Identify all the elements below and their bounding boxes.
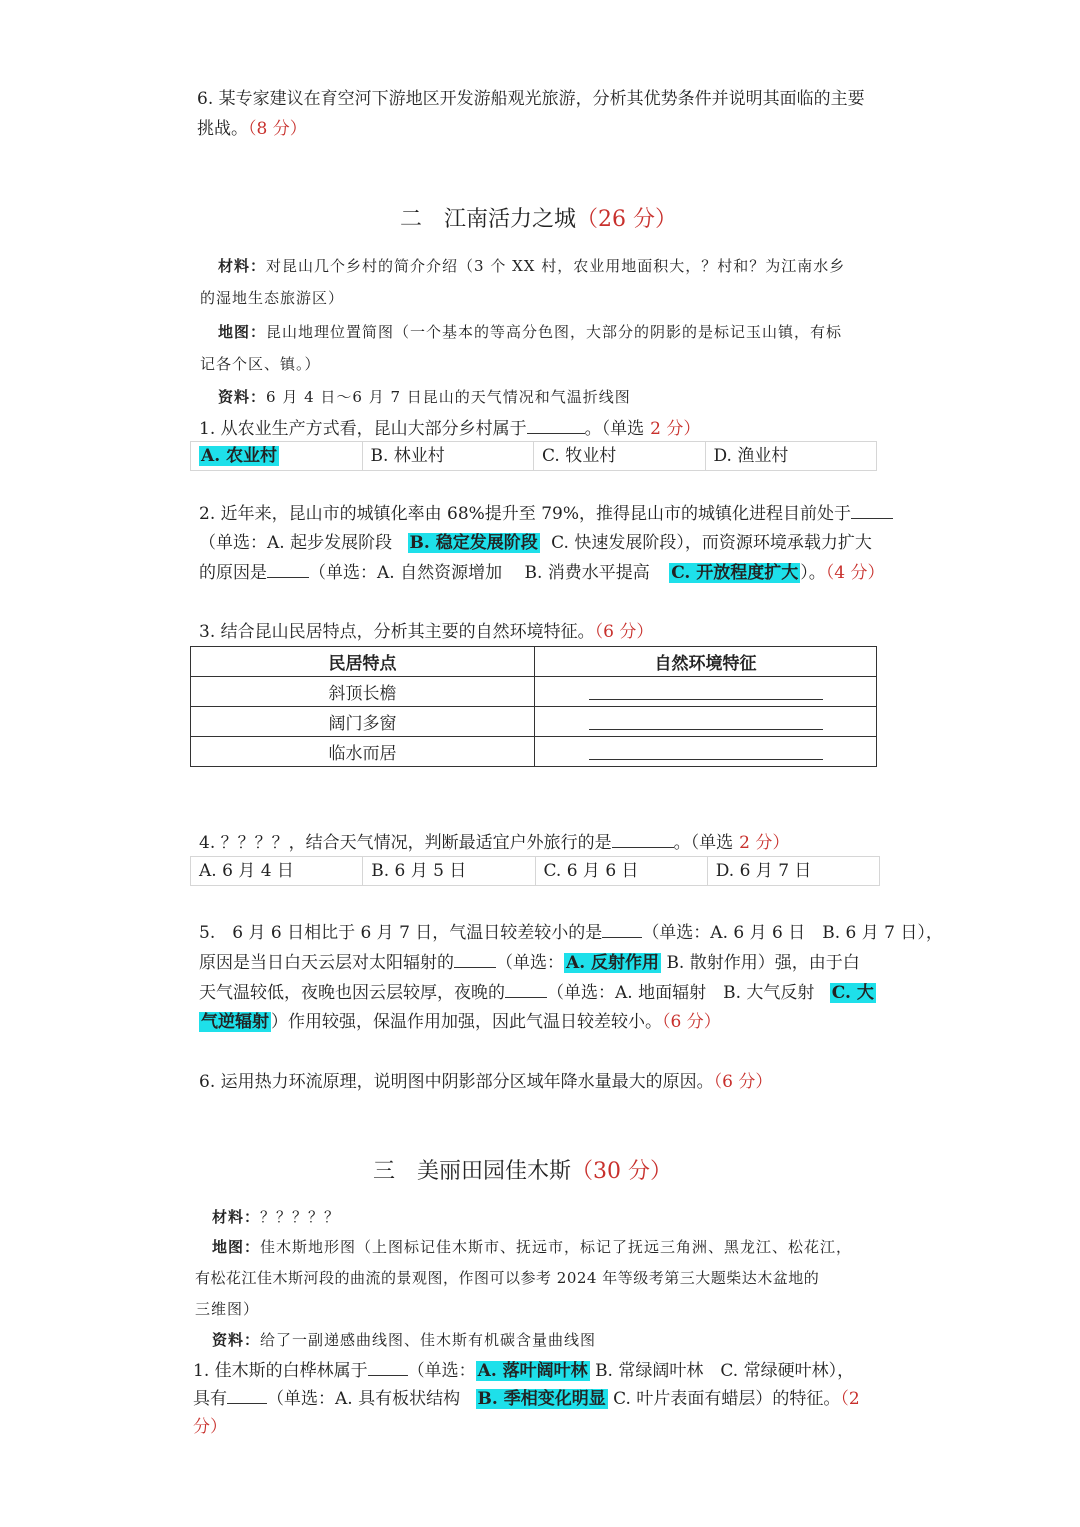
s2-q4-stem: [199, 832, 789, 854]
section3-score: （30 分）: [571, 1159, 673, 1184]
s2-q4-tail: 。（单选: [673, 833, 734, 853]
s2-q3-row3-feature: 临水而居: [191, 737, 535, 767]
s2-q4-option-a[interactable]: A. 6 月 4 日: [191, 857, 363, 885]
s3-map-line3: 三维图）: [195, 1300, 260, 1318]
s2-q5-line2-rest: B. 散射作用）强，由于白: [666, 953, 860, 973]
s2-q4-option-c[interactable]: C. 6 月 6 日: [536, 857, 708, 885]
s2-q5-line2-single: （单选：: [496, 953, 564, 973]
s3-map-label: 地图：: [212, 1238, 261, 1256]
s3-q1-line1-single: （单选：: [407, 1361, 476, 1381]
s3-material-label: 材料：: [212, 1208, 261, 1226]
s3-data-line: [212, 1330, 596, 1350]
s2-material-line1: [218, 256, 845, 276]
s2-q2-line1: [199, 503, 893, 525]
s2-q2-opts2: （单选：A. 自然资源增加 B. 消费水平提高: [309, 563, 650, 583]
s2-q2-opt-b-answer: B. 稳定发展阶段: [409, 533, 538, 553]
s2-q1-option-d[interactable]: D. 渔业村: [713, 446, 789, 466]
s2-map-line2: 记各个区、镇。）: [200, 355, 321, 373]
s2-q5-line4: [199, 1011, 721, 1033]
s2-q2-close: ）。: [800, 563, 826, 583]
s2-q5-answer-c-part1: C. 大: [831, 983, 874, 1003]
s2-q3-row1-answer[interactable]: [535, 677, 877, 707]
s2-q5-answer-c-part2: 气逆辐射: [201, 1012, 269, 1032]
s2-q5-line1-text: 5. 6 月 6 日相比于 6 月 7 日，气温日较差较小的是: [199, 923, 603, 943]
s3-q1-blank1[interactable]: [368, 1361, 408, 1376]
s2-q3-stem: [199, 621, 653, 643]
s2-q2-line1-text: 2. 近年来，昆山市的城镇化率由 68%提升至 79%，推得昆山市的城镇化进程目前处于: [199, 504, 851, 524]
s2-material-text: 对昆山几个乡村的简介介绍（3 个 XX 村，农业用地面积大，？村和？为江南水乡: [266, 257, 846, 275]
s2-q2-line3: [199, 562, 885, 584]
s2-q3-header-feature: 民居特点: [191, 647, 535, 677]
s2-q1-tail: 。（单选: [584, 419, 645, 439]
s3-map-line1: [212, 1237, 852, 1257]
s2-q3-row1-feature: 斜顶长檐: [191, 677, 535, 707]
s2-q1-score: 2 分）: [650, 419, 701, 439]
s2-map-text: 昆山地理位置简图（一个基本的等高分色图，大部分的阴影的是标记玉山镇，有标: [266, 323, 843, 341]
s2-data-text: 6 月 4 日～6 月 7 日昆山的天气情况和气温折线图: [266, 388, 631, 406]
s2-map-line1: [218, 322, 842, 342]
section2-title: [400, 206, 677, 234]
s2-q2-line3-text: 的原因是: [199, 563, 267, 583]
s2-q5-line3-opts: （单选：A. 地面辐射 B. 大气反射: [547, 983, 815, 1003]
s2-q1-option-c[interactable]: C. 牧业村: [534, 442, 706, 470]
s3-q1-line2-text: 具有: [193, 1389, 227, 1409]
s2-q6-score: （6 分）: [713, 1072, 773, 1092]
s3-q1-line2-opt-a: （单选：A. 具有板状结构: [267, 1389, 461, 1409]
s2-material-label: 材料：: [218, 257, 267, 275]
q6-top-score: （8 分）: [248, 119, 307, 139]
s3-material-line1: [212, 1207, 340, 1227]
s2-q4-stem-text: 4. ？？？？，结合天气情况，判断最适宜户外旅行的是: [199, 833, 612, 853]
q6-top-line2: [197, 118, 307, 140]
s2-q4-option-d[interactable]: D. 6 月 7 日: [715, 861, 812, 881]
s3-q1-answer-b: B. 季相变化明显: [477, 1389, 606, 1409]
s2-q1-blank[interactable]: [527, 419, 585, 434]
s3-map-text: 佳木斯地形图（上图标记佳木斯市、抚远市，标记了抚远三角洲、黑龙江、松花江，: [260, 1238, 853, 1256]
s2-q2-line2: [199, 532, 872, 554]
s2-data-line: [218, 387, 631, 407]
section2-score: （26 分）: [576, 207, 678, 232]
s2-q3-row3-answer[interactable]: [535, 737, 877, 767]
s2-data-label: 资料：: [218, 388, 267, 406]
s2-q5-blank2[interactable]: [454, 953, 496, 968]
s2-q4-score: 2 分）: [739, 833, 790, 853]
s3-data-text: 给了一副递感曲线图、佳木斯有机碳含量曲线图: [260, 1331, 597, 1349]
s2-q2-opt-c2-answer: C. 开放程度扩大: [671, 563, 799, 583]
s2-q5-score: （6 分）: [662, 1012, 721, 1032]
s2-q4-option-b[interactable]: B. 6 月 5 日: [363, 857, 535, 885]
s2-q3-stem-text: 3. 结合昆山民居特点，分析其主要的自然环境特征。: [199, 622, 595, 642]
s2-q5-line3-text: 天气温较低，夜晚也因云层较厚，夜晚的: [199, 983, 505, 1003]
s3-q1-answer-a: A. 落叶阔叶林: [477, 1361, 588, 1381]
s2-q1-options: [190, 441, 877, 471]
s2-q2-blank2[interactable]: [267, 563, 309, 578]
s3-map-line2: 有松花江佳木斯河段的曲流的景观图，作图可以参考 2024 年等级考第三大题柴达木盆地的: [195, 1269, 820, 1287]
s2-q4-options: [190, 856, 880, 886]
s2-q6-stem-text: 6. 运用热力环流原理，说明图中阴影部分区域年降水量最大的原因。: [199, 1072, 714, 1092]
s2-q5-line2: [199, 952, 860, 974]
s3-q1-line1-text: 1. 佳木斯的白桦林属于: [193, 1361, 368, 1381]
q6-top-line2-text: 挑战。: [197, 119, 248, 139]
s3-material-text: ？？？？？: [260, 1208, 341, 1226]
section3-title-text: 三 美丽田园佳木斯: [373, 1159, 572, 1184]
s3-q1-score-part2: 分）: [193, 1417, 227, 1437]
s2-q1-stem: [199, 418, 700, 440]
s2-q5-line2-text: 原因是当日白天云层对太阳辐射的: [199, 953, 454, 973]
s2-map-label: 地图：: [218, 323, 267, 341]
section2-title-text: 二 江南活力之城: [400, 207, 577, 232]
s2-material-line2: 的湿地生态旅游区）: [200, 289, 345, 307]
s2-q2-opt-c: C. 快速发展阶段），而资源环境承载力扩大: [551, 533, 872, 553]
s2-q5-blank3[interactable]: [505, 983, 547, 998]
s3-q1-line2-rest: C. 叶片表面有蜡层）的特征。: [613, 1389, 841, 1409]
section3-title: [373, 1158, 672, 1186]
s3-q1-blank2[interactable]: [227, 1389, 267, 1404]
s2-q5-line1: [199, 922, 943, 944]
s2-q3-row2-feature: 阔门多窗: [191, 707, 535, 737]
s2-q3-table: [190, 646, 877, 767]
s2-q2-score: （4 分）: [825, 563, 885, 583]
s3-q1-line1-rest: B. 常绿阔叶林 C. 常绿硬叶林），: [595, 1361, 855, 1381]
s3-data-label: 资料：: [212, 1331, 261, 1349]
s3-q1-line1: [193, 1360, 854, 1382]
s2-q5-line3: [199, 982, 876, 1004]
s2-q5-answer-a: A. 反射作用: [566, 953, 660, 973]
s2-q6-stem: [199, 1071, 772, 1093]
s2-q3-header-environment: 自然环境特征: [535, 647, 877, 677]
q6-top-line1: 6. 某专家建议在育空河下游地区开发游船观光旅游，分析其优势条件并说明其面临的主要: [197, 89, 865, 109]
s2-q3-score: （6 分）: [594, 622, 654, 642]
s2-q1-option-b[interactable]: B. 林业村: [363, 442, 535, 470]
s2-q5-line1-opts: （单选：A. 6 月 6 日 B. 6 月 7 日），: [642, 923, 943, 943]
s2-q3-row2-answer[interactable]: [535, 707, 877, 737]
s2-q4-blank[interactable]: [612, 833, 674, 848]
s2-q1-stem-text: 1. 从农业生产方式看，昆山大部分乡村属于: [199, 419, 527, 439]
s2-q5-line4-text: ）作用较强，保温作用加强，因此气温日较差较小。: [271, 1012, 662, 1032]
s2-q2-opt-a: （单选：A. 起步发展阶段: [199, 533, 393, 553]
s3-q1-score-part1: （2: [840, 1389, 860, 1409]
s2-q1-option-a-label: A. 农业村: [201, 446, 278, 466]
s2-q1-option-a[interactable]: [191, 442, 363, 470]
s3-q1-line2: [193, 1388, 860, 1410]
s2-q5-blank1[interactable]: [602, 923, 642, 938]
s2-q2-blank1[interactable]: [851, 504, 893, 519]
